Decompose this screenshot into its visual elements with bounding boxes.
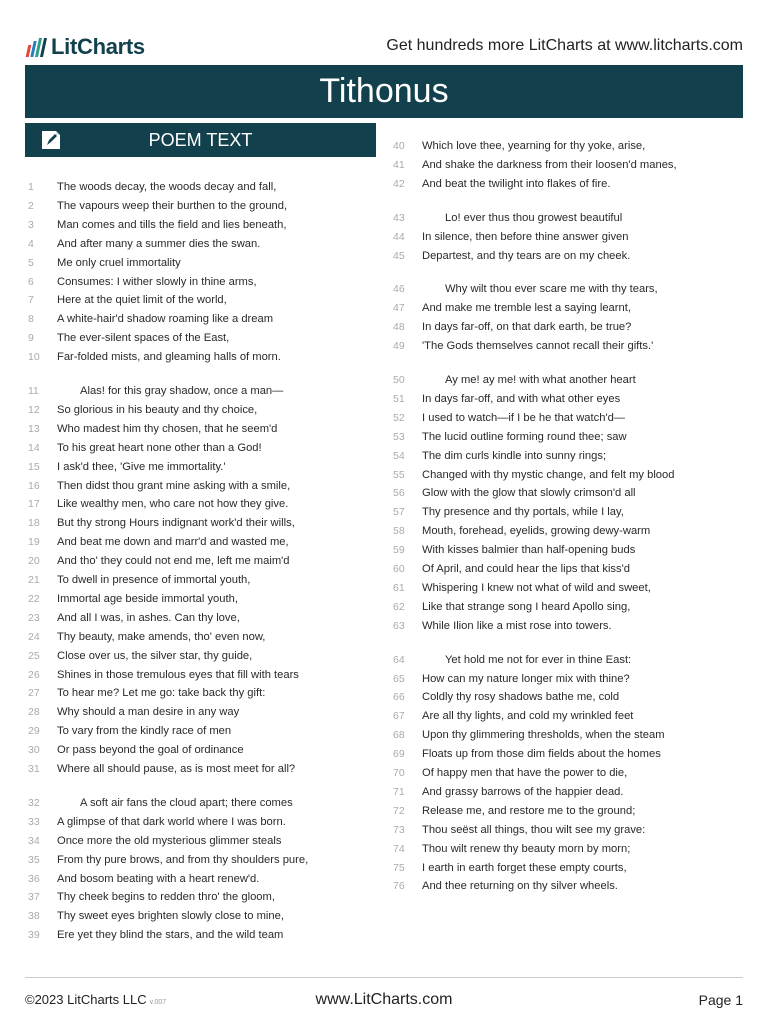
line-number: 58	[393, 525, 405, 538]
line-text: Whispering I knew not what of wild and sweet,	[422, 581, 651, 594]
line-text: And beat me down and marr'd and wasted me,	[57, 536, 289, 549]
line-text: Of April, and could hear the lips that kiss'd	[422, 563, 630, 575]
line-number: 20	[28, 555, 40, 568]
line-text: The lucid outline forming round thee; saw	[422, 430, 627, 443]
line-number: 53	[393, 430, 405, 443]
poem-column-right	[393, 139, 743, 909]
line-text: The ever-silent spaces of the East,	[57, 332, 230, 345]
line-text: In silence, then before thine answer given	[422, 230, 629, 243]
line-number: 7	[28, 294, 34, 307]
line-number: 40	[393, 140, 405, 152]
line-number: 33	[28, 815, 40, 828]
line-number: 9	[28, 332, 34, 345]
line-text: Consumes: I wither slowly in thine arms,	[57, 275, 257, 288]
line-number: 6	[28, 275, 34, 288]
line-text: But thy strong Hours indignant work'd their wills,	[57, 517, 295, 530]
line-text: A soft air fans the cloud apart; there comes	[80, 796, 293, 809]
line-text: Thy presence and thy portals, while I lay,	[422, 506, 624, 519]
line-number: 31	[28, 763, 40, 775]
line-number: 10	[28, 351, 40, 364]
line-text: Coldly thy rosy shadows bathe me, cold	[422, 691, 620, 704]
line-number: 66	[393, 691, 405, 704]
line-number: 19	[28, 536, 40, 549]
line-text: The vapours weep their burthen to the ground,	[57, 199, 288, 212]
line-text: How can my nature longer mix with thine?	[422, 672, 630, 685]
line-text: Thy sweet eyes brighten slowly close to mine,	[57, 910, 284, 923]
line-text: Immortal age beside immortal youth,	[57, 592, 238, 605]
line-text: Then didst thou grant mine asking with a smile,	[57, 479, 291, 492]
line-text: 'The Gods themselves cannot recall their gifts.'	[422, 340, 654, 353]
line-number: 75	[393, 861, 405, 874]
line-number: 11	[28, 385, 39, 397]
line-text: To hear me? Let me go: take back thy gift:	[57, 687, 266, 700]
section-header-poem-text	[25, 123, 376, 157]
line-number: 14	[28, 441, 40, 454]
line-text: And beat the twilight into flakes of fire.	[422, 177, 611, 190]
line-number: 69	[393, 748, 405, 761]
line-text: Or pass beyond the goal of ordinance	[57, 744, 244, 757]
line-text: In days far-off, on that dark earth, be true?	[422, 321, 632, 334]
line-number: 55	[393, 468, 405, 481]
line-number: 32	[28, 796, 40, 809]
line-number: 47	[393, 302, 405, 315]
line-number: 52	[393, 411, 405, 424]
line-text: Like wealthy men, who care not how they give.	[57, 498, 289, 511]
copyright-text: ©2023 LitCharts LLC	[25, 992, 147, 1007]
line-text: Changed with thy mystic change, and felt my blood	[422, 468, 675, 481]
line-number: 63	[393, 619, 405, 632]
line-number: 46	[393, 283, 405, 296]
line-text: And all I was, in ashes. Can thy love,	[57, 611, 240, 624]
line-number: 41	[393, 158, 405, 171]
line-text: To his great heart none other than a God!	[57, 441, 262, 454]
line-number: 42	[393, 177, 405, 190]
line-text: Of happy men that have the power to die,	[422, 767, 628, 779]
line-number: 38	[28, 910, 40, 923]
line-number: 35	[28, 853, 40, 866]
line-text: And bosom beating with a heart renew'd.	[57, 872, 260, 885]
line-text: The dim curls kindle into sunny rings;	[422, 449, 607, 462]
footer-site-link[interactable]: www.LitCharts.com	[315, 991, 453, 1008]
line-text: I used to watch—if I be he that watch'd—	[422, 411, 625, 424]
line-number: 43	[393, 211, 405, 224]
line-number: 16	[28, 479, 40, 492]
line-number: 49	[393, 340, 405, 353]
line-number: 54	[393, 449, 405, 462]
line-number: 62	[393, 600, 405, 613]
line-text: Alas! for this gray shadow, once a man—	[80, 385, 284, 397]
line-text: The woods decay, the woods decay and fall,	[57, 181, 277, 193]
line-text: Shines in those tremulous eyes that fill with tears	[57, 668, 299, 681]
section-title: POEM TEXT	[148, 130, 253, 150]
line-number: 44	[393, 230, 405, 243]
line-number: 64	[393, 653, 405, 666]
line-text: Are all thy lights, and cold my wrinkled feet	[422, 710, 634, 723]
line-number: 29	[28, 725, 40, 738]
line-text: To vary from the kindly race of men	[57, 725, 232, 738]
line-number: 36	[28, 872, 40, 885]
line-text: And after many a summer dies the swan.	[57, 237, 261, 250]
line-text: And tho' they could not end me, left me maim'd	[57, 555, 290, 568]
line-text: Me only cruel immortality	[57, 256, 181, 269]
line-text: Who madest him thy chosen, that he seem'd	[57, 422, 278, 435]
litcharts-logo[interactable]	[27, 34, 145, 60]
line-text: Yet hold me not for ever in thine East:	[445, 653, 632, 666]
line-number: 68	[393, 729, 405, 742]
line-text: So glorious in his beauty and thy choice,	[57, 403, 258, 416]
line-text: Far-folded mists, and gleaming halls of morn.	[57, 351, 281, 364]
line-text: Upon thy glimmering thresholds, when the steam	[422, 729, 665, 742]
line-number: 1	[28, 181, 34, 193]
line-number: 34	[28, 834, 40, 847]
line-number: 25	[28, 649, 40, 662]
line-text: In days far-off, and with what other eyes	[422, 392, 621, 405]
line-text: A glimpse of that dark world where I was born.	[57, 815, 286, 828]
line-number: 27	[28, 687, 40, 700]
line-number: 71	[393, 785, 405, 798]
line-number: 70	[393, 767, 405, 779]
line-number: 61	[393, 581, 405, 594]
line-text: Departest, and thy tears are on my cheek.	[422, 249, 631, 262]
line-text: Where all should pause, as is most meet for all?	[57, 763, 296, 775]
line-text: Thou wilt renew thy beauty morn by morn;	[422, 842, 631, 855]
poem-column-left	[28, 180, 373, 955]
line-text: I ask'd thee, 'Give me immortality.'	[57, 460, 226, 473]
line-text: Thou seëst all things, thou wilt see my grave:	[422, 823, 646, 836]
line-number: 48	[393, 321, 405, 334]
line-number: 24	[28, 630, 40, 643]
line-text: To dwell in presence of immortal youth,	[57, 574, 251, 586]
line-number: 30	[28, 744, 40, 757]
line-number: 56	[393, 487, 405, 500]
line-number: 17	[28, 498, 40, 511]
line-number: 18	[28, 517, 40, 530]
line-number: 74	[393, 842, 405, 855]
line-text: Man comes and tills the field and lies beneath,	[57, 218, 287, 231]
line-text: A white-hair'd shadow roaming like a dream	[57, 313, 274, 326]
line-text: And grassy barrows of the happier dead.	[422, 785, 624, 798]
line-number: 12	[28, 403, 40, 416]
line-number: 50	[393, 374, 405, 386]
line-number: 39	[28, 929, 40, 942]
line-text: And shake the darkness from their loosen'd manes,	[422, 158, 677, 171]
line-text: Mouth, forehead, eyelids, growing dewy-warm	[422, 525, 651, 538]
line-text: Like that strange song I heard Apollo sing,	[422, 600, 631, 613]
line-text: Glow with the glow that slowly crimson'd all	[422, 487, 636, 500]
poem-title: Tithonus	[25, 65, 743, 118]
line-text: Ere yet they blind the stars, and the wild team	[57, 929, 284, 942]
line-text: While Ilion like a mist rose into towers.	[422, 619, 612, 632]
line-text: I earth in earth forget these empty courts,	[422, 861, 627, 874]
line-number: 73	[393, 823, 405, 836]
line-number: 21	[28, 574, 40, 586]
line-number: 15	[28, 460, 40, 473]
line-number: 51	[393, 392, 405, 405]
line-number: 65	[393, 672, 405, 685]
line-text: Why wilt thou ever scare me with thy tears,	[445, 283, 658, 296]
line-number: 8	[28, 313, 34, 326]
line-text: Here at the quiet limit of the world,	[57, 294, 227, 307]
page-header	[27, 32, 743, 62]
line-number: 67	[393, 710, 405, 723]
line-text: Ay me! ay me! with what another heart	[445, 374, 636, 386]
line-text: Lo! ever thus thou growest beautiful	[445, 211, 623, 224]
line-number: 2	[28, 199, 34, 212]
line-number: 3	[28, 218, 34, 231]
line-text: Which love thee, yearning for thy yoke, arise,	[422, 140, 646, 152]
line-text: Why should a man desire in any way	[57, 706, 240, 719]
line-number: 4	[28, 237, 34, 250]
litcharts-logo-icon	[27, 37, 45, 57]
line-text: From thy pure brows, and from thy shoulders pure,	[57, 853, 309, 866]
line-text: Thy beauty, make amends, tho' even now,	[57, 630, 266, 643]
page-number: Page 1	[698, 992, 743, 1008]
line-number: 28	[28, 706, 40, 719]
line-text: And thee returning on thy silver wheels.	[422, 880, 618, 893]
line-number: 23	[28, 611, 40, 624]
line-text: With kisses balmier than half-opening buds	[422, 544, 636, 557]
line-text: And make me tremble lest a saying learnt,	[422, 302, 631, 315]
line-text: Release me, and restore me to the ground;	[422, 804, 636, 817]
footer-divider	[25, 977, 743, 978]
line-number: 57	[393, 506, 405, 519]
line-number: 22	[28, 592, 40, 605]
line-number: 72	[393, 804, 405, 817]
line-text: Once more the old mysterious glimmer steals	[57, 834, 282, 847]
line-number: 37	[28, 891, 40, 904]
header-tagline[interactable]: Get hundreds more LitCharts at www.litcharts.com	[386, 37, 743, 54]
line-text: Close over us, the silver star, thy guide,	[57, 649, 253, 662]
line-number: 76	[393, 880, 405, 893]
line-text: Floats up from those dim fields about the homes	[422, 748, 661, 761]
line-text: Thy cheek begins to redden thro' the gloom,	[57, 891, 275, 904]
line-number: 5	[28, 256, 34, 269]
line-number: 26	[28, 668, 40, 681]
line-number: 13	[28, 422, 40, 435]
line-number: 60	[393, 563, 405, 575]
logo-text: LitCharts	[51, 34, 145, 59]
version-label: v.007	[149, 999, 167, 1006]
line-number: 45	[393, 249, 405, 262]
line-number: 59	[393, 544, 405, 557]
